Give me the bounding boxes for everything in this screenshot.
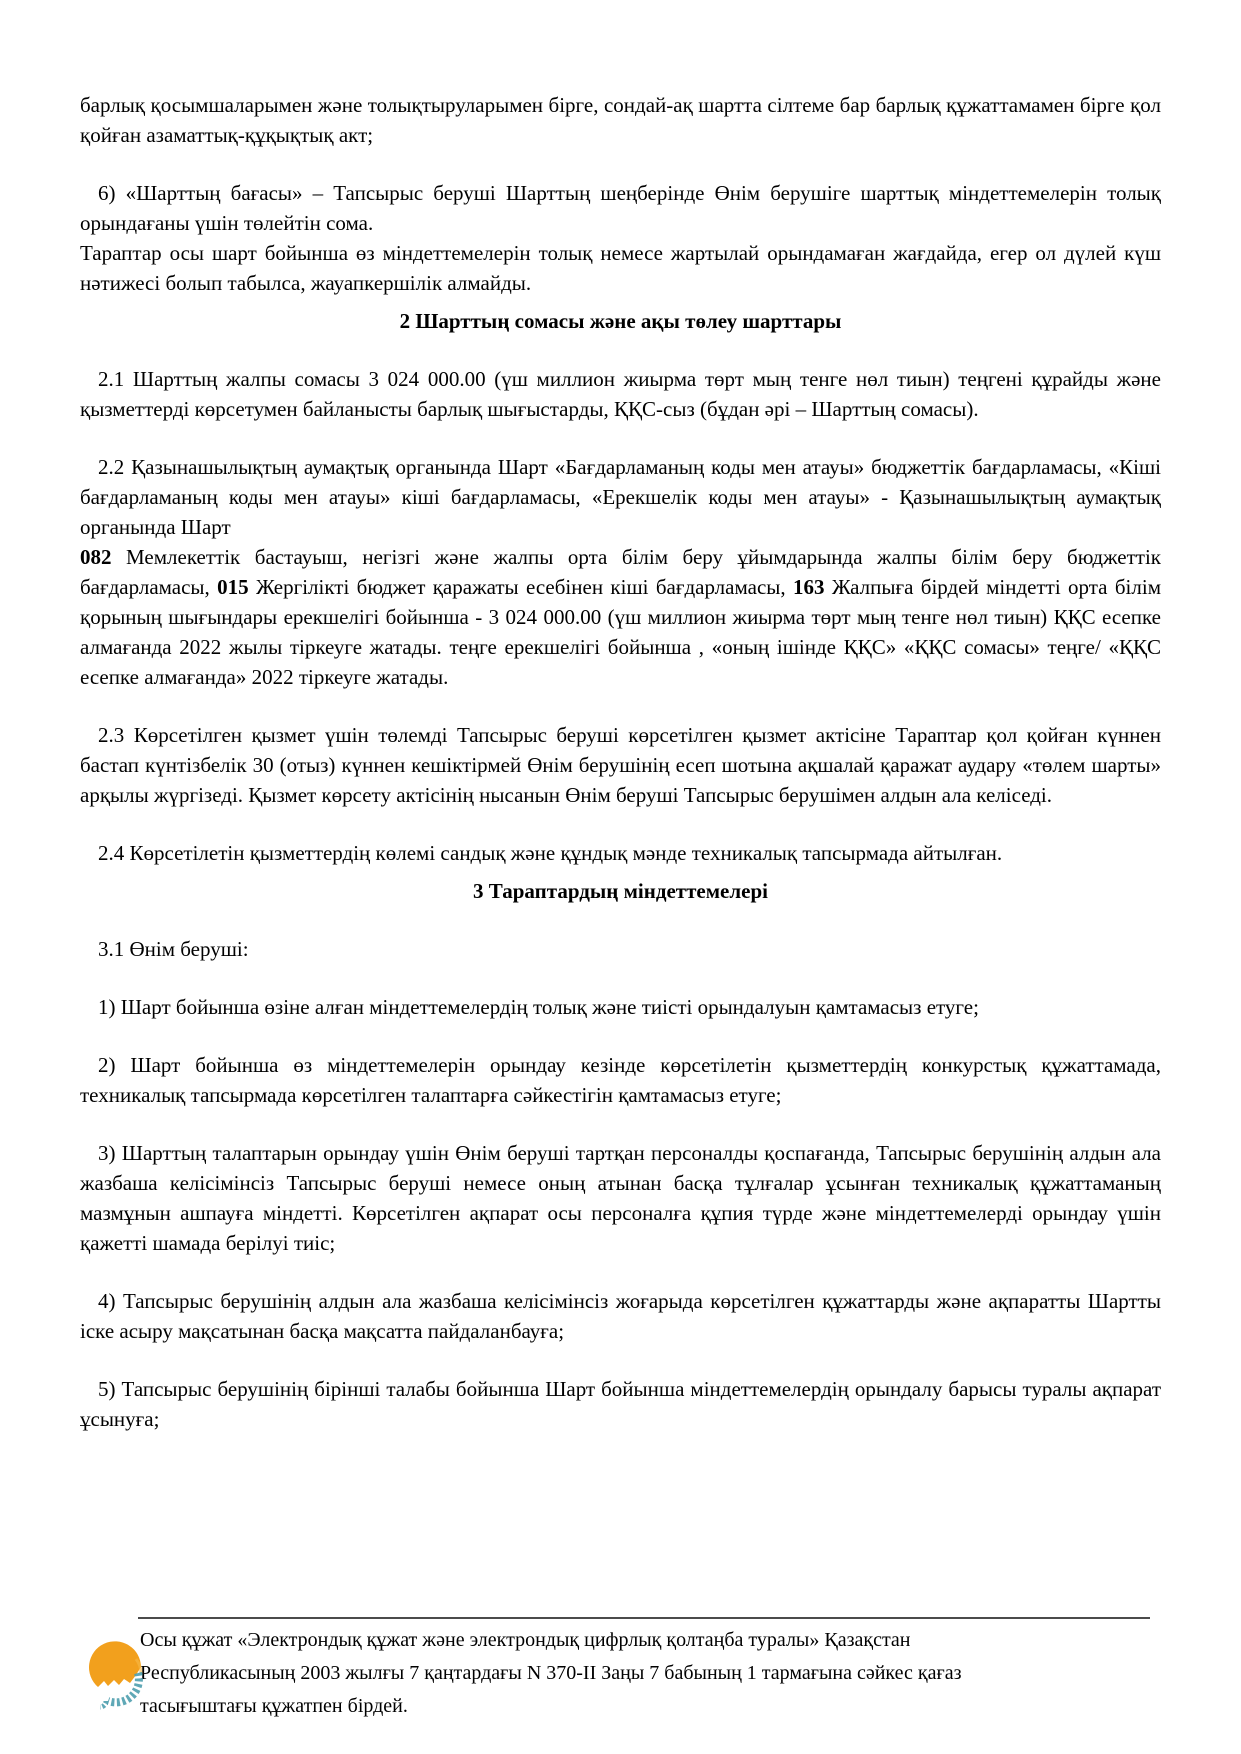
clause-2-2-intro: 2.2 Қазынашылықтың аумақтық органында Шарт «Бағдарламаның коды мен атауы» бюджеттік бағдарламасы, «Кіші бағдарламаның коды мен атауы» кіші бағдарламасы, «Ерекшелік коды мен атауы» - Қазынашылықтың аумақтық органында Шарт [80, 455, 1161, 539]
specificity-code: 163 [792, 575, 825, 599]
clause-6: 6) «Шарттың бағасы» – Тапсырыс беруші Шарттың шеңберінде Өнім берушіге шарттық міндеттемелерін толық орындағаны үшін төлейтін сома. [80, 181, 1161, 235]
specificity-text: Жалпыға бірдей міндетті орта білім қорының шығындары ерекшелігі бойынша - 3 024 000.00 (үш миллион жиырма төрт мың тенге нөл тиын) ҚҚС есепке алмағанда 2022 жылы тіркеуге жатады. теңге ерекшелігі бойынша , «оның ішінде ҚҚС» «ҚҚС сомасы» теңге/ «ҚҚС есепке алмағанда» 2022 тіркеуге жатады. [80, 575, 1161, 689]
budget-program-text: Мемлекеттік бастауыш, негізгі және жалпы орта білім беру ұйымдарында жалпы білім беру бюджеттік бағдарламасы, [80, 545, 1161, 599]
clause-2-3: 2.3 Көрсетілген қызмет үшін төлемді Тапсырыс беруші көрсетілген қызмет актісіне Тараптар қол қойған күннен бастап күнтізбелік 30 (отыз) күннен кешіктірмей Өнім берушінің есеп шотына ақшалай қаражат аудару «төлем шарты» арқылы жүргізеді. Қызмет көрсету актісінің нысанын Өнім беруші Тапсырыс берушімен алдын ала келіседі. [80, 723, 1161, 807]
footer-separator-line [138, 1617, 1150, 1619]
footer-note-line-3: тасығыштағы құжатпен бірдей. [140, 1695, 408, 1717]
obligation-item-2: 2) Шарт бойынша өз міндеттемелерін орындау кезінде көрсетілетін қызметтердің конкурстық құжаттамада, техникалық тапсырмада көрсетілген талаптарға сәйкестігін қамтамасыз етуге; [80, 1053, 1161, 1107]
obligation-item-3: 3) Шарттың талаптарын орындау үшін Өнім беруші тартқан персоналды қоспағанда, Тапсырыс берушінің алдын ала жазбаша келісімінсіз Тапсырыс беруші немесе оның атынан басқа тұлғалар ұсынған техникалық құжаттаманың мазмұнын ашпауға міндетті. Көрсетілген ақпарат осы персоналға құпия түрде және міндеттемелерді орындау үшін қажетті шамада берілуі тиіс; [80, 1141, 1161, 1255]
footer-note [140, 1624, 1010, 1723]
continuation-paragraph: барлық қосымшаларымен және толықтыруларымен бірге, сондай-ақ шартта сілтеме бар барлық құжаттамамен бірге қол қойған азаматтық-құқықтық акт; [80, 93, 1161, 147]
obligation-item-1: 1) Шарт бойынша өзіне алған міндеттемелердің толық және тиісті орындалуын қамтамасыз етуге; [98, 995, 979, 1019]
budget-subprogram-code: 015 [217, 575, 249, 599]
footer-note-line-2: Республикасының 2003 жылғы 7 қаңтардағы N 370-II Заңы 7 бабының 1 тармағына сәйкес қағаз [140, 1662, 962, 1684]
footer-note-line-1: Осы құжат «Электрондық құжат және электрондық цифрлық қолтаңба туралы» Қазақстан [140, 1629, 911, 1651]
obligation-item-5: 5) Тапсырыс берушінің бірінші талабы бойынша Шарт бойынша міндеттемелердің орындалу барысы туралы ақпарат ұсынуға; [80, 1377, 1161, 1431]
budget-subprogram-text: Жергілікті бюджет қаражаты есебінен кіші бағдарламасы, [248, 575, 793, 599]
section-2-heading: 2 Шарттың сомасы және ақы төлеу шарттары [399, 309, 842, 333]
obligation-item-4: 4) Тапсырыс берушінің алдын ала жазбаша келісімінсіз жоғарыда көрсетілген құжаттарды және ақпаратты Шартты іске асыру мақсатынан басқа мақсатта пайдаланбауға; [80, 1289, 1161, 1343]
egov-stamp-icon [86, 1637, 150, 1711]
clause-2-1: 2.1 Шарттың жалпы сомасы 3 024 000.00 (үш миллион жиырма төрт мың тенге нөл тиын) теңгені құрайды және қызметтерді көрсетумен байланысты барлық шығыстарды, ҚҚС-сыз (бұдан әрі – Шарттың сомасы). [80, 367, 1161, 421]
document-content [80, 0, 1161, 1434]
budget-program-code: 082 [80, 545, 112, 569]
force-majeure-note: Тараптар осы шарт бойынша өз міндеттемелерін толық немесе жартылай орындамаған жағдайда, егер ол дүлей күш нәтижесі болып табылса, жауапкершілік алмайды. [80, 241, 1161, 295]
clause-3-1: 3.1 Өнім беруші: [98, 937, 249, 961]
clause-2-2 [80, 452, 1161, 692]
section-3-heading: 3 Тараптардың міндеттемелері [473, 879, 768, 903]
clause-2-4: 2.4 Көрсетілетін қызметтердің көлемі сандық және құндық мәнде техникалық тапсырмада айтылған. [98, 841, 1003, 865]
